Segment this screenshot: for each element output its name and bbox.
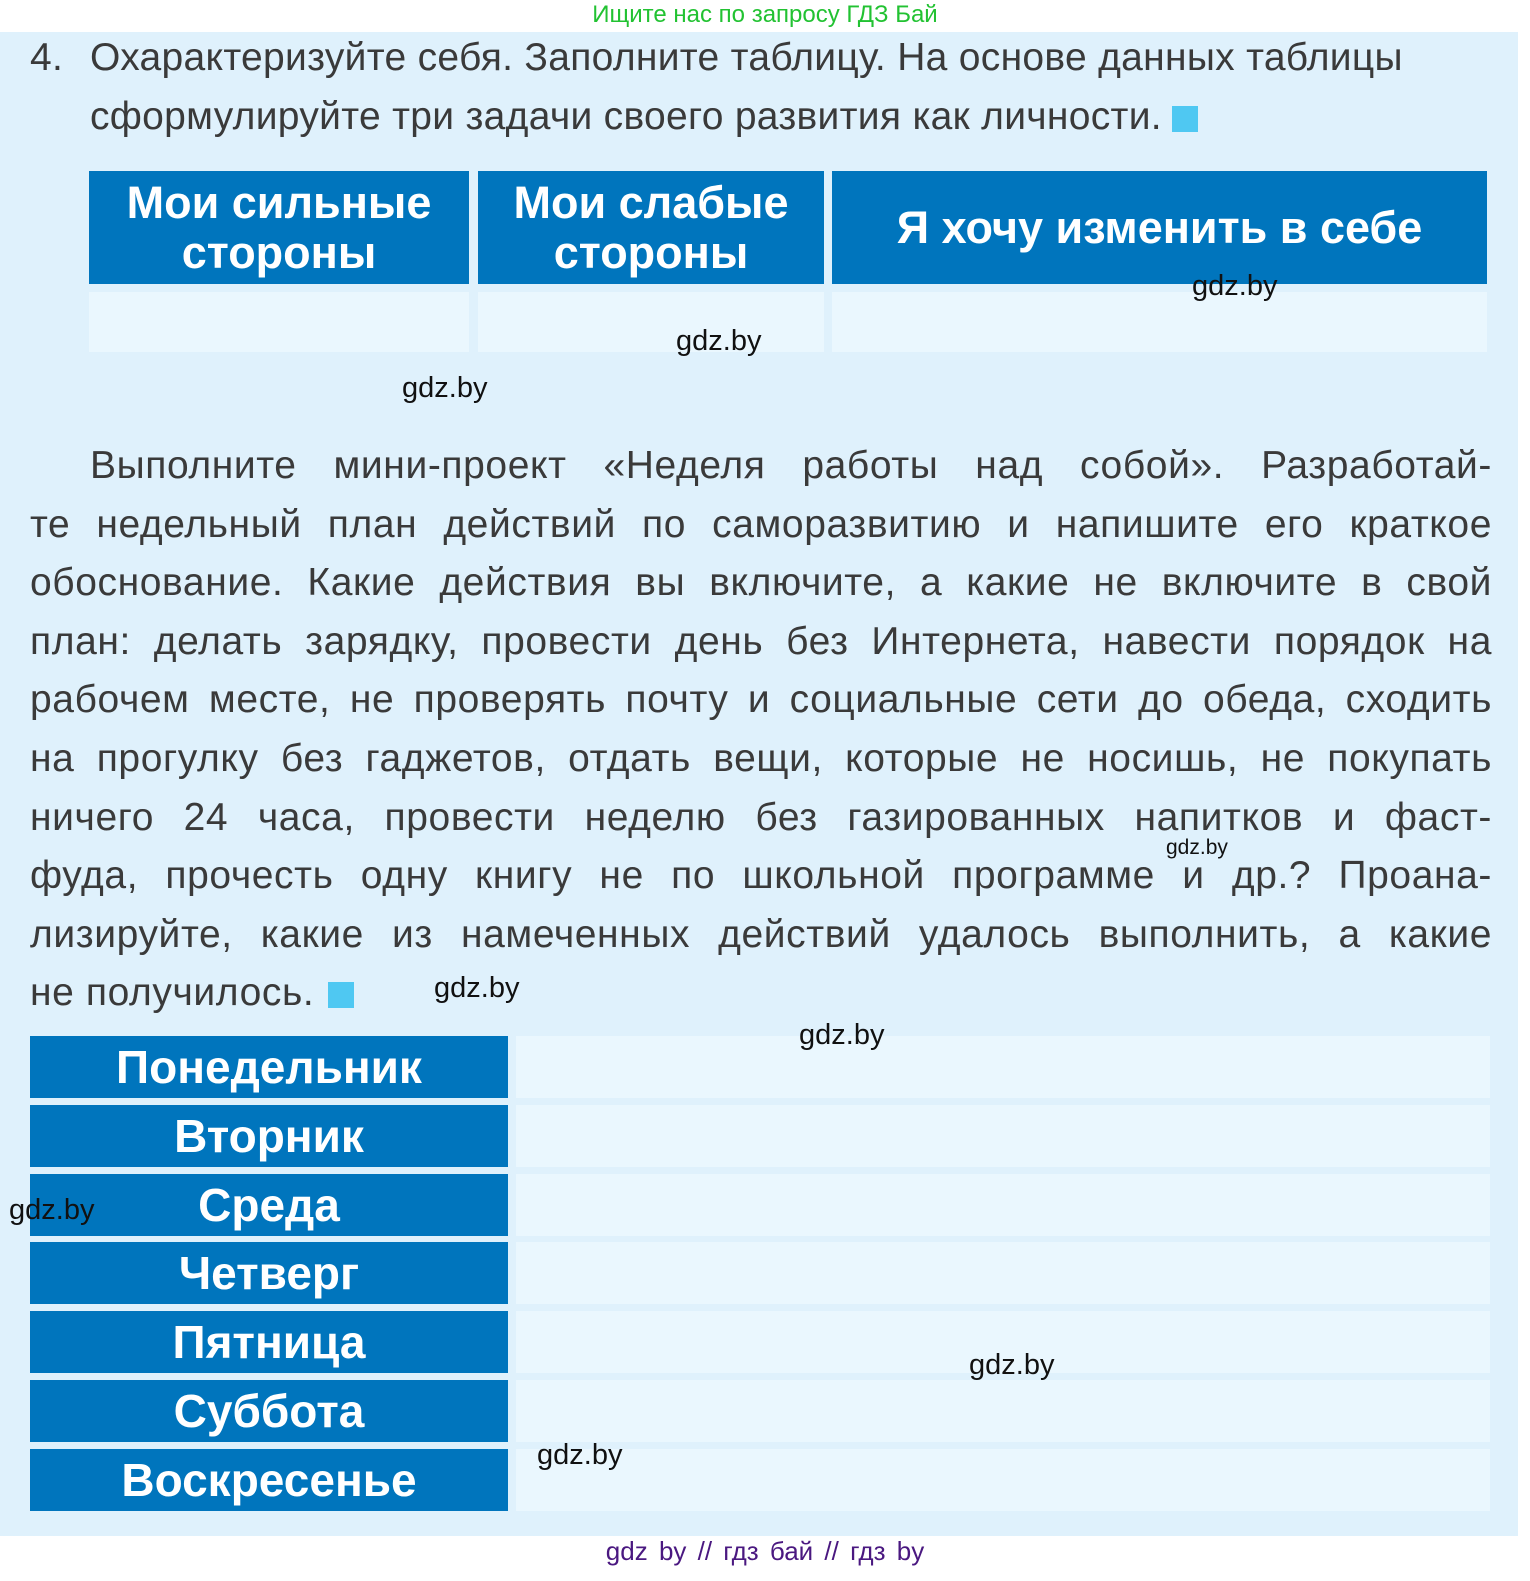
header-weaknesses	[478, 171, 824, 284]
week-row-tuesday	[30, 1105, 1490, 1167]
day-sunday: Воскресенье	[30, 1449, 508, 1511]
end-marker-icon	[328, 982, 354, 1008]
project-line: рабочем месте, не проверять почту и социальные сети до обеда, сходить	[30, 678, 1492, 722]
watermark: gdz.by	[537, 1439, 623, 1471]
project-line-last	[30, 964, 1492, 1023]
watermark: gdz.by	[676, 325, 762, 357]
day-wednesday: Среда	[30, 1174, 508, 1236]
day-friday: Пятница	[30, 1311, 508, 1373]
cell-monday[interactable]	[516, 1036, 1490, 1098]
project-line: Выполните мини-проект «Неделя работы над собой». Разработай-	[90, 444, 1492, 487]
search-banner: Ищите нас по запросу ГДЗ Бай	[592, 1, 938, 28]
project-line: ничего 24 часа, провести неделю без газированных напитков и фаст-	[30, 795, 1492, 839]
week-row-thursday	[30, 1242, 1490, 1304]
task-line-2-text: сформулируйте три задачи своего развития как личности.	[90, 95, 1162, 138]
project-line-last-text: не получилось.	[30, 971, 315, 1015]
watermark: gdz.by	[969, 1349, 1055, 1381]
cell-tuesday[interactable]	[516, 1105, 1490, 1167]
watermark: gdz.by	[1166, 836, 1228, 859]
watermark: gdz.by	[1192, 270, 1278, 302]
day-monday: Понедельник	[30, 1036, 508, 1098]
header-change: Я хочу изменить в себе	[832, 171, 1487, 284]
header-strengths	[89, 171, 469, 284]
header-strengths-line2: стороны	[181, 226, 377, 278]
cell-wednesday[interactable]	[516, 1174, 1490, 1236]
project-line: план: делать зарядку, провести день без Интернета, навести порядок на	[30, 619, 1492, 663]
project-line: обоснование. Какие действия вы включите, а какие не включите в свой	[30, 561, 1492, 605]
watermark: gdz.by	[402, 372, 488, 404]
task-number: 4.	[30, 36, 64, 79]
project-line: те недельный план действий по саморазвитию и напишите его краткое	[30, 502, 1492, 546]
week-row-monday	[30, 1036, 1490, 1098]
cell-thursday[interactable]	[516, 1242, 1490, 1304]
week-row-saturday	[30, 1380, 1490, 1442]
watermark: gdz.by	[434, 972, 520, 1004]
cell-sunday[interactable]	[516, 1449, 1490, 1511]
textbook-page	[0, 32, 1518, 1536]
day-saturday: Суббота	[30, 1380, 508, 1442]
cell-saturday[interactable]	[516, 1380, 1490, 1442]
cell-change[interactable]	[832, 292, 1487, 352]
task-line-1: Охарактеризуйте себя. Заполните таблицу. На основе данных таблицы	[90, 36, 1403, 79]
day-tuesday: Вторник	[30, 1105, 508, 1167]
footer-links: gdz by // гдз бай // гдз by	[605, 1536, 925, 1566]
watermark: gdz.by	[9, 1194, 95, 1226]
project-paragraph	[30, 437, 1492, 1023]
day-thursday: Четверг	[30, 1242, 508, 1304]
cell-weaknesses[interactable]	[478, 292, 824, 352]
end-marker-icon	[1172, 106, 1198, 132]
week-row-wednesday	[30, 1174, 1490, 1236]
project-line: на прогулку без гаджетов, отдать вещи, которые не носишь, не покупать	[30, 736, 1492, 780]
header-weaknesses-line1: Мои слабые	[513, 176, 789, 228]
task-line-2	[90, 95, 1198, 139]
watermark: gdz.by	[799, 1019, 885, 1051]
header-weaknesses-line2: стороны	[553, 226, 749, 278]
cell-strengths[interactable]	[89, 292, 469, 352]
project-line: фуда, прочесть одну книгу не по школьной программе и др.? Проана-	[30, 854, 1492, 898]
header-strengths-line1: Мои сильные	[126, 176, 432, 228]
project-line: лизируйте, какие из намеченных действий удалось выполнить, а какие	[30, 912, 1492, 956]
week-row-friday	[30, 1311, 1490, 1373]
week-row-sunday	[30, 1449, 1490, 1511]
